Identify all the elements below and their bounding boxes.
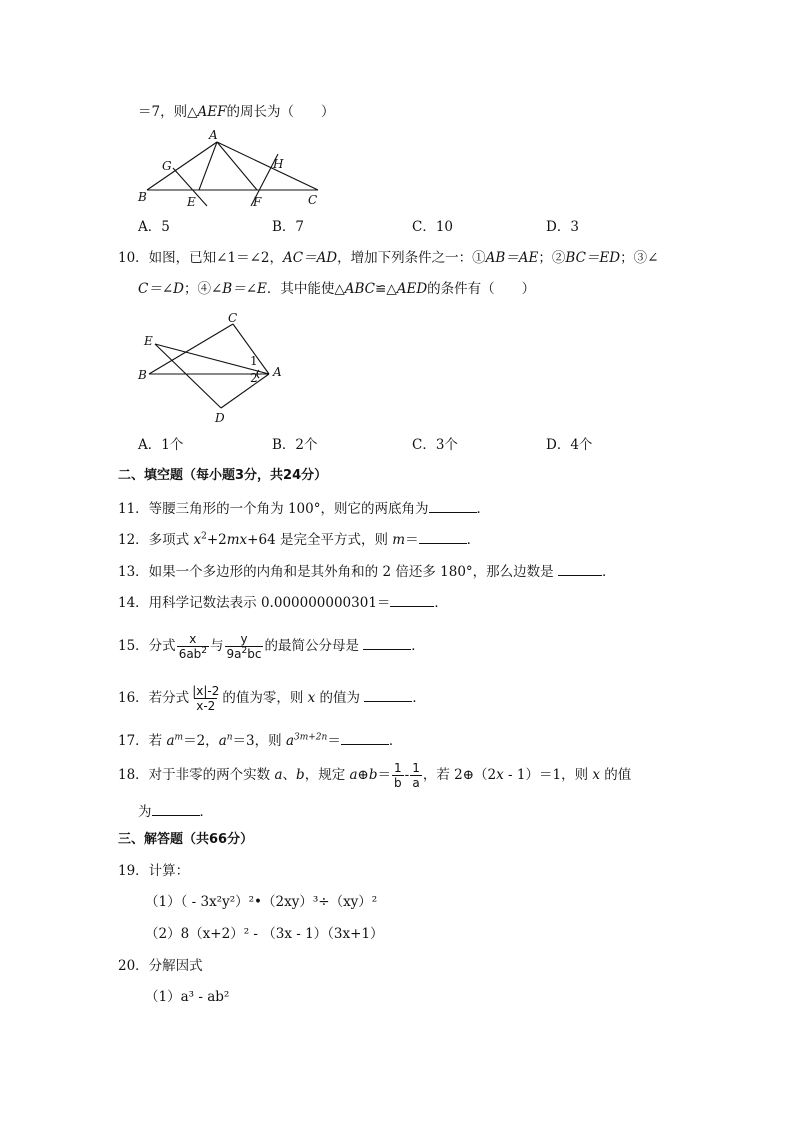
q12-text: ＝ [405,532,419,548]
q17-text: ＝ [327,733,341,749]
q10-figure [135,308,295,426]
q17-base-a: a [285,733,294,749]
q11-text: 11．等腰三角形的一个角为 100°，则它的两底角为 [118,501,429,517]
q12-answer-blank[interactable] [419,529,467,544]
q15 [118,628,425,664]
q9-option-d[interactable]: D．3 [546,219,579,235]
q17-answer-blank[interactable] [341,730,389,745]
q15-f2-den-b: bc [247,647,262,661]
q15-text: 15．分式 [118,638,176,654]
q10-label-2: 2 [250,371,258,385]
q16-var-x: x [307,690,316,706]
q10-label-c: C [228,311,238,325]
q12-exp: 2 [201,531,207,542]
q9-figure [135,128,335,210]
q18-var-x: x [592,767,601,783]
q18-text: ，若 2⊕（2 [422,767,497,783]
q17-base-a: a [218,733,227,749]
section-3-title: 三、解答题（共66分） [118,832,254,847]
q18-text: ＝ [377,767,392,783]
q10-option-d[interactable]: D．4个 [546,437,593,453]
q10-cond-b-e: B＝∠E [222,281,267,297]
q12-text: +64 是完全平方式，则 [247,532,393,548]
q18-text: 18．对于非零的两个实数 [118,767,275,783]
q18-fraction-2 [410,761,422,790]
q10-cond-c-d: C＝∠D [138,281,184,297]
q18-line2 [138,801,213,821]
q10-text: ，增加下列条件之一：① [337,250,486,266]
q9-label-h: H [273,157,284,171]
section-2-title: 二、填空题（每小题3分，共24分） [118,468,328,483]
q15-text: 的最简公分母是 [264,638,364,654]
q9-text: ＝7，则△ [138,104,198,120]
q15-end: ． [411,638,425,654]
q10-label-a: A [273,365,282,379]
q16-text: 的值为零，则 [222,690,308,706]
q13-end: ． [601,564,616,580]
q10-text: 10．如图，已知∠1＝∠2， [118,250,283,266]
q17-text: 17．若 [118,733,167,749]
q10-text: 的条件有（ ） [427,281,536,297]
q9-label-b: B [138,190,147,204]
q10-cond-ab-ae: AB＝AE [485,250,539,266]
q20-part-1: （1）a³ - ab² [145,989,230,1005]
q20-title: 20．分解因式 [118,958,203,974]
q10-text: ．其中能使△ [266,281,345,297]
q18-f1-num: 1 [394,761,402,775]
q18-line1 [118,757,631,793]
q15-f1-num: x [189,632,197,646]
q14-answer-blank[interactable] [390,592,434,607]
q11-answer-blank[interactable] [429,498,477,513]
q16-num: |x|-2 [192,684,220,698]
q12-var-mx: mx [226,532,248,548]
q19-part-1: （1）（ - 3x²y²）²•（2xy）³÷（xy）² [145,894,378,910]
q18-text: ，规定 [304,767,350,783]
q16-answer-blank[interactable] [364,687,412,702]
q16-end: ． [412,690,426,706]
q11-end: ． [476,501,490,517]
q18-operator: a⊕b [349,767,378,783]
q18-text: 的值 [600,767,632,783]
q16-text: 16．若分式 [118,690,190,706]
q13-answer-blank[interactable] [558,561,602,576]
q9-label-a: A [209,128,218,142]
q17-text: ＝2， [183,733,219,749]
q10-triangle-abc: ABC [344,281,376,297]
q16-fraction [190,684,221,713]
q17-exp-m: m [174,732,184,743]
q17-base-a: a [166,733,175,749]
q12-var-m: m [392,532,406,548]
q15-f2-den [225,646,264,661]
q12-var-x: x [193,532,202,548]
q14-text: 14．用科学记数法表示 0.000000000301＝ [118,595,391,611]
q15-f2-den-a: 9a [226,647,242,661]
q9-option-b[interactable]: B．7 [272,219,305,235]
q11 [118,498,490,518]
q10-label-b: B [138,368,147,382]
q18-end: ． [199,804,213,820]
q10-stem-line1 [118,249,658,267]
q18-f2-num: 1 [412,761,420,775]
q9-option-c[interactable]: C．10 [412,219,454,235]
q10-option-c[interactable]: C．3个 [412,437,458,453]
q9-text-end: 的周长为（ ） [226,104,335,120]
q15-f2-num: y [240,632,248,646]
q17 [118,730,402,750]
q14 [118,592,448,612]
q9-triangle: AEF [197,104,227,120]
q15-text: 与 [210,638,224,654]
q17-end: ． [388,733,403,749]
q15-f1-den-exp: 2 [201,646,208,656]
q13-text: 13．如果一个多边形的内角和是其外角和的 2 倍还多 180°，那么边数是 [118,564,558,580]
q19-title: 19．计算： [118,863,190,879]
q10-congruent-symbol: ≌△ [375,281,397,297]
q16-text: 的值为 [315,690,365,706]
q17-text: ＝3，则 [232,733,286,749]
q10-cond-ac-ad: AC＝AD [282,250,338,266]
q9-label-e: E [187,195,196,209]
q10-text: ；④∠ [183,281,223,297]
q10-label-d: D [215,411,225,425]
q17-exp-n: n [226,732,233,743]
q12-end: ． [466,532,481,548]
q9-label-g: G [162,159,172,173]
q18-var-a: a [274,767,283,783]
q15-f2-den-exp: 2 [241,646,248,656]
q10-text: ；② [538,250,566,266]
q18-fraction-1 [392,761,404,790]
q17-exp-3m2n: 3m+2n [294,732,328,743]
q12 [118,529,480,549]
q18-var-b: b [296,767,305,783]
q10-label-e: E [144,334,153,348]
q15-f1-den [177,646,209,661]
q13 [118,561,615,581]
q10-text: ；③∠ [620,250,659,266]
q10-label-1: 1 [250,354,258,368]
q15-answer-blank[interactable] [363,635,411,650]
q16-den: x-2 [196,699,216,713]
q9-stem [138,103,334,121]
q18-text: - 1）＝1，则 [503,767,593,783]
q10-option-a[interactable]: A．1个 [138,437,184,453]
q10-triangle-aed: AED [396,281,428,297]
q18-minus: - [404,767,410,783]
q10-stem-line2 [138,280,535,298]
q18-f2-den: a [412,776,420,790]
q12-text: +2 [206,532,227,548]
q9-label-f: F [253,195,262,209]
q18-text: 为 [138,804,152,820]
q10-cond-bc-ed: BC＝ED [565,250,621,266]
q10-option-b[interactable]: B．2个 [272,437,318,453]
q18-answer-blank[interactable] [152,801,200,816]
q18-var-x: x [496,767,504,783]
q9-label-c: C [308,193,318,207]
q12-text: 12．多项式 [118,532,194,548]
q15-fraction-1 [177,632,209,661]
q15-f1-den-text: 6ab [178,647,202,661]
q9-option-a[interactable]: A．5 [138,219,170,235]
q19-part-2: （2）8（x+2）² - （3x - 1）（3x+1） [145,926,384,942]
q18-text: 、 [282,767,297,783]
q14-end: ． [434,595,448,611]
q16 [118,680,426,716]
q15-fraction-2 [225,632,264,661]
q18-f1-den: b [394,776,402,790]
